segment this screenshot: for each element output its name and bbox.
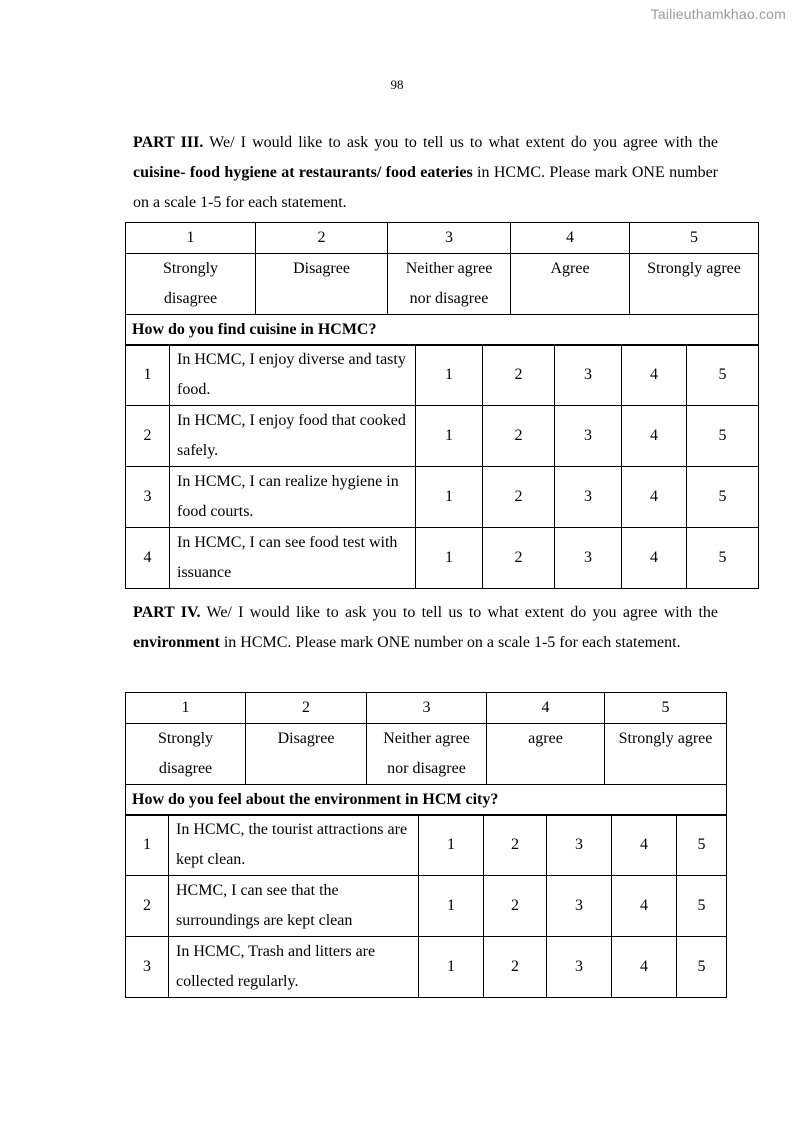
scale-label: Disagree (246, 724, 367, 785)
rating-option[interactable]: 4 (622, 406, 687, 467)
rating-option[interactable]: 5 (687, 467, 759, 528)
question-number: 1 (126, 345, 170, 406)
question-number: 2 (126, 406, 170, 467)
question-row (126, 815, 727, 876)
scale-number-row (126, 693, 727, 724)
rating-option[interactable]: 3 (555, 528, 622, 589)
rating-option[interactable]: 4 (622, 345, 687, 406)
question-row (126, 528, 759, 589)
section-title: How do you find cuisine in HCMC? (126, 315, 759, 346)
question-text: In HCMC, Trash and litters are collected regularly. (169, 937, 419, 998)
rating-option[interactable]: 1 (419, 876, 484, 937)
scale-number: 4 (511, 223, 630, 254)
scale-number: 4 (487, 693, 605, 724)
rating-option[interactable]: 3 (547, 937, 612, 998)
rating-option[interactable]: 5 (677, 876, 727, 937)
rating-option[interactable]: 5 (677, 815, 727, 876)
question-text: In HCMC, the tourist attractions are kept clean. (169, 815, 419, 876)
part3-label: PART III. (133, 134, 204, 151)
scale-number: 1 (126, 223, 256, 254)
rating-option[interactable]: 3 (547, 815, 612, 876)
rating-option[interactable]: 3 (547, 876, 612, 937)
question-number: 4 (126, 528, 170, 589)
rating-option[interactable]: 1 (416, 406, 483, 467)
scale-label: Neither agree nor disagree (388, 254, 511, 315)
rating-option[interactable]: 3 (555, 467, 622, 528)
scale-label: Strongly agree (605, 724, 727, 785)
question-row (126, 345, 759, 406)
scale-number: 3 (367, 693, 487, 724)
question-row (126, 876, 727, 937)
rating-option[interactable]: 4 (612, 937, 677, 998)
rating-option[interactable]: 5 (687, 406, 759, 467)
part4-emphasis: environment (133, 634, 220, 651)
question-row (126, 937, 727, 998)
scale-label-row (126, 724, 727, 785)
question-number: 2 (126, 876, 169, 937)
scale-label: Disagree (256, 254, 388, 315)
scale-label: agree (487, 724, 605, 785)
section-title: How do you feel about the environment in HCM city? (126, 785, 727, 816)
rating-option[interactable]: 1 (419, 937, 484, 998)
part4-intro-after: in HCMC. Please mark ONE number on a scale 1-5 for each statement. (219, 634, 681, 651)
part4-intro-before: We/ I would like to ask you to tell us to what extent do you agree with the (200, 604, 719, 621)
page-number: 98 (390, 77, 404, 92)
part3-intro (133, 128, 718, 218)
question-row (126, 406, 759, 467)
rating-option[interactable]: 3 (555, 345, 622, 406)
scale-number: 1 (126, 693, 246, 724)
question-text: HCMC, I can see that the surroundings are kept clean (169, 876, 419, 937)
question-text: In HCMC, I can see food test with issuance (170, 528, 416, 589)
rating-option[interactable]: 4 (622, 467, 687, 528)
rating-option[interactable]: 4 (612, 876, 677, 937)
scale-number: 2 (246, 693, 367, 724)
part4-question-table (125, 814, 727, 998)
rating-option[interactable]: 2 (483, 406, 555, 467)
question-text: In HCMC, I can realize hygiene in food courts. (170, 467, 416, 528)
scale-label: Strongly disagree (126, 254, 256, 315)
scale-number: 5 (605, 693, 727, 724)
rating-option[interactable]: 3 (555, 406, 622, 467)
section-row (126, 785, 727, 816)
scale-label: Strongly agree (630, 254, 759, 315)
rating-option[interactable]: 5 (687, 528, 759, 589)
rating-option[interactable]: 2 (484, 876, 547, 937)
rating-option[interactable]: 2 (484, 937, 547, 998)
rating-option[interactable]: 5 (687, 345, 759, 406)
part4-label: PART IV. (133, 604, 201, 621)
rating-option[interactable]: 2 (483, 345, 555, 406)
part3-question-table (125, 344, 759, 589)
rating-option[interactable]: 2 (483, 467, 555, 528)
rating-option[interactable]: 1 (416, 345, 483, 406)
part3-intro-before: We/ I would like to ask you to tell us to what extent do you agree with the (203, 134, 719, 151)
rating-option[interactable]: 4 (612, 815, 677, 876)
rating-option[interactable]: 5 (677, 937, 727, 998)
part4-intro (133, 598, 718, 658)
section-row (126, 315, 759, 346)
part3-scale-table (125, 222, 759, 346)
question-number: 1 (126, 815, 169, 876)
rating-option[interactable]: 1 (416, 467, 483, 528)
rating-option[interactable]: 1 (416, 528, 483, 589)
scale-label: Strongly disagree (126, 724, 246, 785)
question-text: In HCMC, I enjoy food that cooked safely. (170, 406, 416, 467)
watermark: Tailieuthamkhao.com (650, 6, 786, 22)
rating-option[interactable]: 1 (419, 815, 484, 876)
part4-scale-table (125, 692, 727, 816)
scale-label-row (126, 254, 759, 315)
question-number: 3 (126, 467, 170, 528)
part3-intro-after: in HCMC. Please mark ONE number on a scale 1-5 for each statement. (133, 164, 719, 211)
rating-option[interactable]: 2 (484, 815, 547, 876)
question-text: In HCMC, I enjoy diverse and tasty food. (170, 345, 416, 406)
part3-emphasis: cuisine- food hygiene at restaurants/ food eateries (133, 164, 473, 181)
question-number: 3 (126, 937, 169, 998)
scale-number: 5 (630, 223, 759, 254)
scale-number: 2 (256, 223, 388, 254)
scale-label: Agree (511, 254, 630, 315)
scale-number-row (126, 223, 759, 254)
question-row (126, 467, 759, 528)
rating-option[interactable]: 4 (622, 528, 687, 589)
scale-number: 3 (388, 223, 511, 254)
rating-option[interactable]: 2 (483, 528, 555, 589)
scale-label: Neither agree nor disagree (367, 724, 487, 785)
